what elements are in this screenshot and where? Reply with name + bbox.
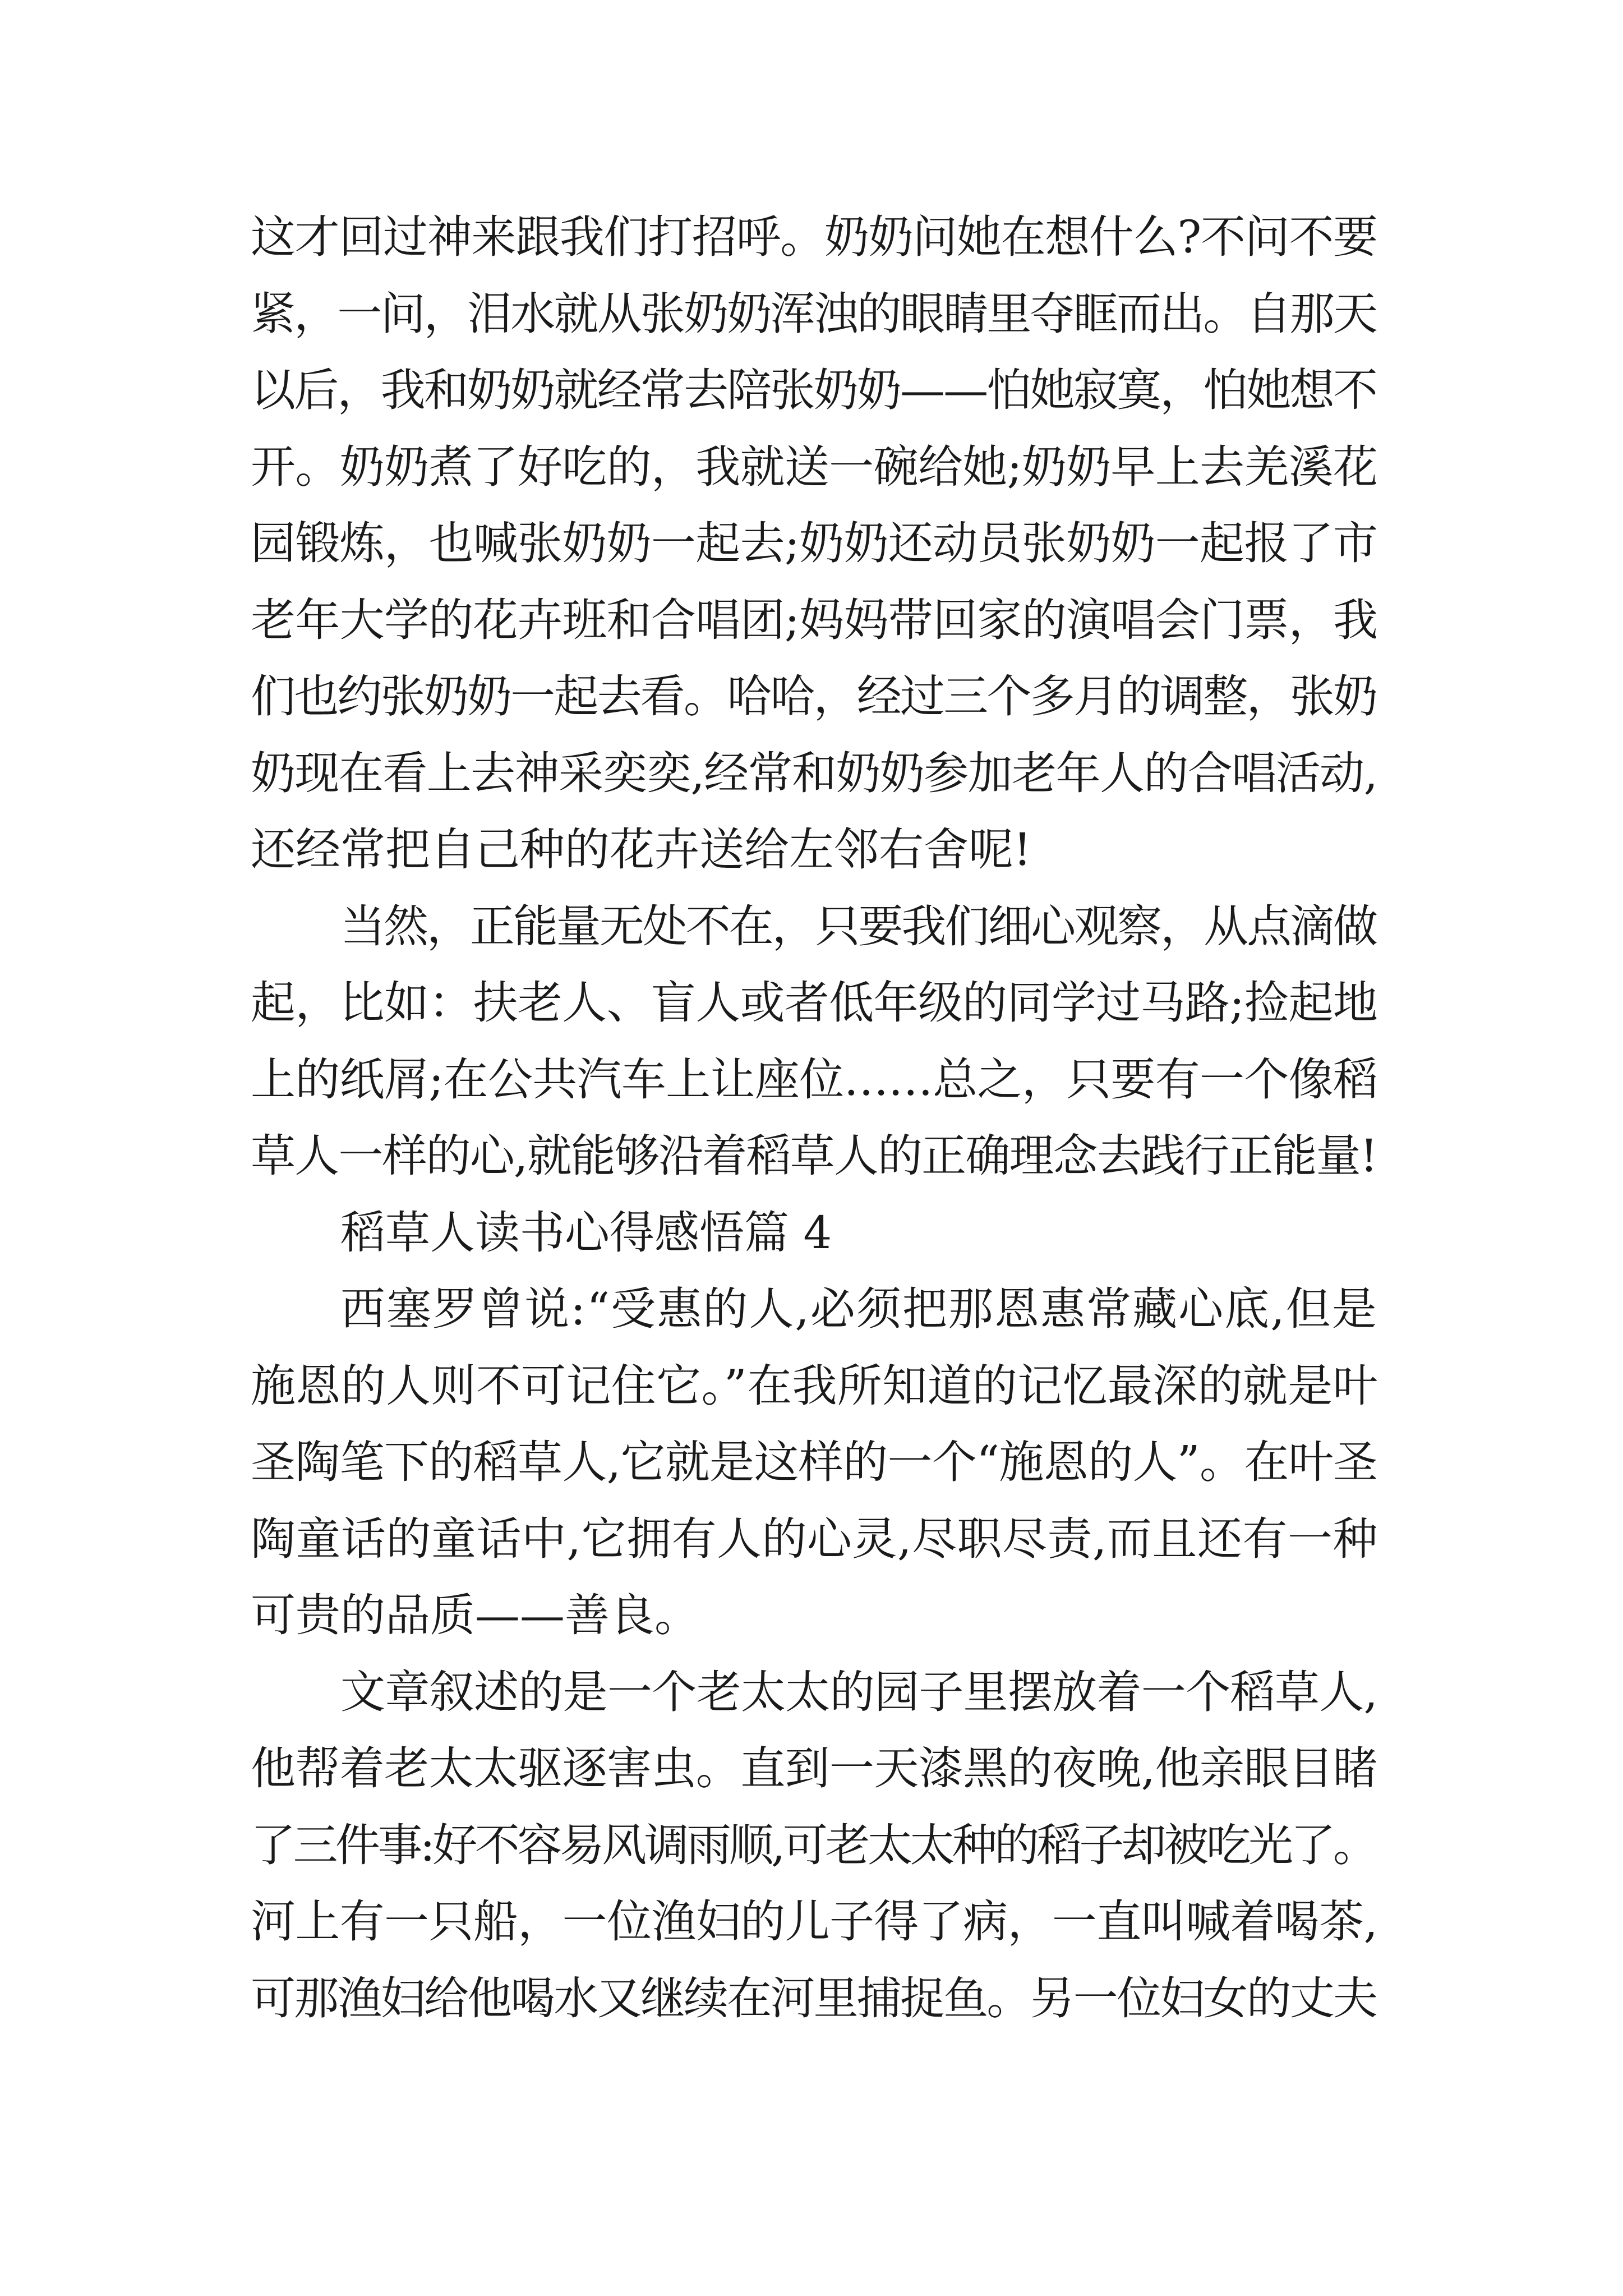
text-line: 开。奶奶煮了好吃的，我就送一碗给她;奶奶早上去羌溪花 <box>251 440 1378 493</box>
text-line: 这才回过神来跟我们打招呼。奶奶问她在想什么?不问不要 <box>251 211 1377 263</box>
paragraph-start-line: 文章叙述的是一个老太太的园子里摆放着一个稻草人, <box>340 1665 1378 1718</box>
paragraph-start-line: 西塞罗曾说:“受惠的人,必须把那恩惠常藏心底,但是 <box>340 1283 1378 1335</box>
text-line: 圣陶笔下的稻草人,它就是这样的一个“施恩的人”。在叶圣 <box>251 1436 1378 1488</box>
text-line: 陶童话的童话中,它拥有人的心灵,尽职尽责,而且还有一种 <box>251 1512 1378 1565</box>
text-line: 们也约张奶奶一起去看。哈哈，经过三个多月的调整，张奶 <box>251 670 1377 723</box>
text-line: 紧，一问，泪水就从张奶奶浑浊的眼睛里夺眶而出。自那天 <box>251 287 1377 340</box>
text-line: 奶现在看上去神采奕奕,经常和奶奶参加老年人的合唱活动, <box>251 747 1377 799</box>
text-line: 以后，我和奶奶就经常去陪张奶奶——怕她寂寞，怕她想不 <box>251 364 1377 416</box>
text-line: 他帮着老太太驱逐害虫。直到一天漆黑的夜晚,他亲眼目睹 <box>251 1742 1378 1795</box>
text-line: 可那渔妇给他喝水又继续在河里捕捉鱼。另一位妇女的丈夫 <box>251 1972 1377 2024</box>
text-line: 可贵的品质——善良。 <box>251 1589 699 1641</box>
text-line: 还经常把自己种的花卉送给左邻右舍呢! <box>251 823 1032 876</box>
text-line: 草人一样的心,就能够沿着稻草人的正确理念去践行正能量! <box>251 1130 1377 1182</box>
section-heading: 稻草人读书心得感悟篇 4 <box>340 1206 832 1259</box>
text-line: 上的纸屑;在公共汽车上让座位……总之，只要有一个像稻 <box>251 1053 1378 1106</box>
body-text <box>251 199 1378 2037</box>
text-line: 施恩的人则不可记住它。”在我所知道的记忆最深的就是叶 <box>251 1359 1378 1412</box>
text-line: 了三件事:好不容易风调雨顺,可老太太种的稻子却被吃光了。 <box>251 1819 1376 1871</box>
text-line: 起，比如：扶老人、盲人或者低年级的同学过马路;捡起地 <box>251 977 1378 1029</box>
text-line: 老年大学的花卉班和合唱团;妈妈带回家的演唱会门票，我 <box>251 593 1378 646</box>
paragraph-start-line: 当然，正能量无处不在，只要我们细心观察，从点滴做 <box>340 900 1376 953</box>
text-line: 河上有一只船，一位渔妇的儿子得了病，一直叫喊着喝茶, <box>251 1895 1378 1948</box>
text-line: 园锻炼，也喊张奶奶一起去;奶奶还动员张奶奶一起报了市 <box>251 517 1378 569</box>
